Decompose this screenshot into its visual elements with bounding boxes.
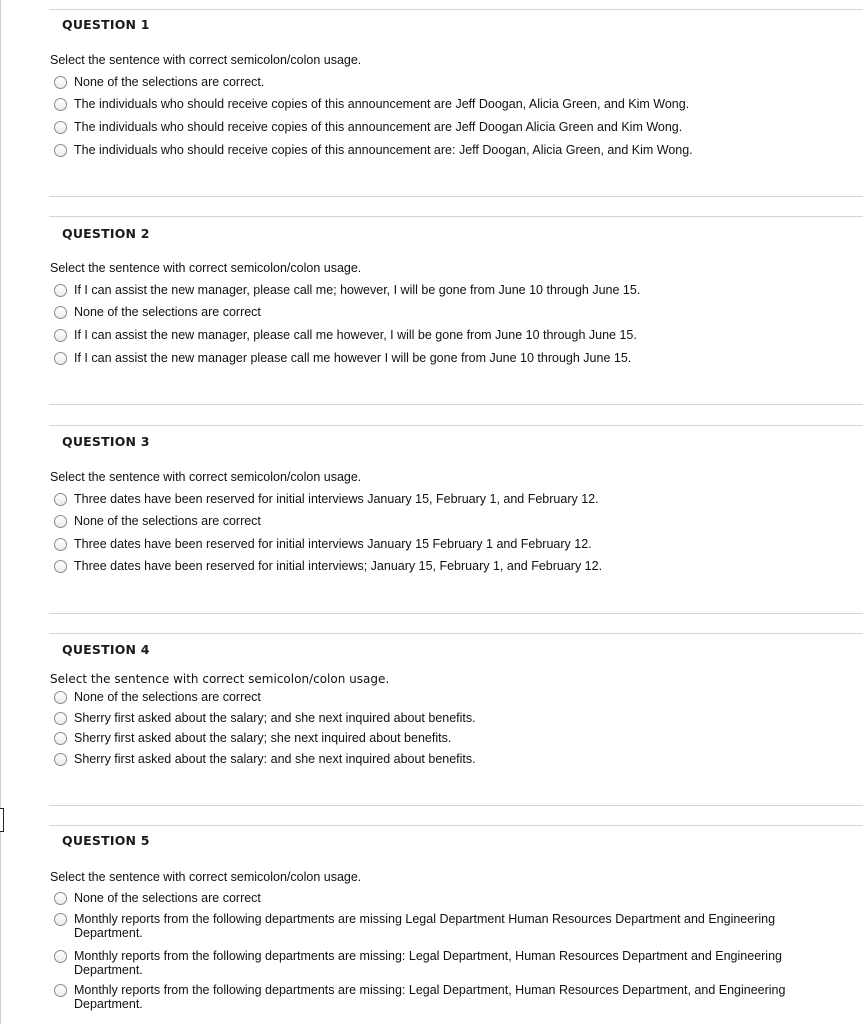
question-prompt: Select the sentence with correct semicolon/colon usage. — [50, 261, 362, 275]
answer-option[interactable] — [54, 559, 823, 573]
answer-option-text: If I can assist the new manager, please call me however, I will be gone from June 10 through June 15. — [74, 328, 637, 342]
answer-option[interactable] — [54, 949, 823, 977]
answer-option-text: None of the selections are correct — [74, 891, 261, 905]
question-1 — [0, 9, 863, 199]
divider — [49, 9, 863, 10]
radio-button[interactable] — [54, 560, 67, 573]
radio-button[interactable] — [54, 950, 67, 963]
divider — [49, 805, 863, 806]
answer-option-text: Three dates have been reserved for initial interviews January 15 February 1 and February 12. — [74, 537, 592, 551]
answer-option-text: Three dates have been reserved for initial interviews; January 15, February 1, and February 12. — [74, 559, 603, 573]
divider — [49, 196, 863, 197]
answer-option-text: Sherry first asked about the salary; and she next inquired about benefits. — [74, 711, 476, 725]
question-4 — [0, 633, 863, 809]
answer-option-text: Monthly reports from the following departments are missing: Legal Department, Human Resources Department, and Engineering Department. — [74, 983, 786, 1011]
answer-option-text: None of the selections are correct — [74, 690, 261, 704]
divider — [49, 825, 863, 826]
answer-option[interactable] — [54, 283, 823, 297]
radio-button[interactable] — [54, 515, 67, 528]
answer-option-text: None of the selections are correct. — [74, 75, 265, 89]
radio-button[interactable] — [54, 913, 67, 926]
radio-button[interactable] — [54, 76, 67, 89]
answer-option[interactable] — [54, 690, 823, 704]
question-prompt: Select the sentence with correct semicolon/colon usage. — [50, 870, 362, 884]
answer-option-text: Sherry first asked about the salary; she next inquired about benefits. — [74, 731, 452, 745]
radio-button[interactable] — [54, 329, 67, 342]
divider — [49, 633, 863, 634]
answer-option[interactable] — [54, 328, 823, 342]
answer-option-text: Monthly reports from the following departments are missing Legal Department Human Resources Department and Engineering Department. — [74, 912, 776, 940]
divider — [49, 216, 863, 217]
question-title: QUESTION 1 — [62, 17, 150, 32]
answer-option-text: If I can assist the new manager, please call me; however, I will be gone from June 10 through June 15. — [74, 283, 641, 297]
answer-option-text: Three dates have been reserved for initial interviews January 15, February 1, and February 12. — [74, 492, 599, 506]
question-prompt: Select the sentence with correct semicolon/colon usage. — [50, 470, 362, 484]
answer-option[interactable] — [54, 752, 823, 766]
radio-button[interactable] — [54, 284, 67, 297]
answer-option[interactable] — [54, 983, 823, 1011]
answer-option[interactable] — [54, 514, 823, 528]
divider — [49, 404, 863, 405]
answer-option-text: The individuals who should receive copies of this announcement are Jeff Doogan, Alicia Green, and Kim Wong. — [74, 97, 690, 111]
answer-option[interactable] — [54, 891, 823, 905]
answer-option[interactable] — [54, 305, 823, 319]
answer-option[interactable] — [54, 537, 823, 551]
answer-option-text: None of the selections are correct — [74, 514, 261, 528]
question-prompt: Select the sentence with correct semicolon/colon usage. — [50, 53, 362, 67]
answer-option[interactable] — [54, 143, 823, 157]
question-3 — [0, 425, 863, 617]
radio-button[interactable] — [54, 753, 67, 766]
answer-option[interactable] — [54, 731, 823, 745]
answer-option[interactable] — [54, 711, 823, 725]
radio-button[interactable] — [54, 691, 67, 704]
radio-button[interactable] — [54, 984, 67, 997]
radio-button[interactable] — [54, 144, 67, 157]
radio-button[interactable] — [54, 732, 67, 745]
divider — [49, 425, 863, 426]
divider — [49, 613, 863, 614]
answer-option-text: If I can assist the new manager please call me however I will be gone from June 10 through June 15. — [74, 351, 632, 365]
answer-option[interactable] — [54, 120, 823, 134]
radio-button[interactable] — [54, 538, 67, 551]
radio-button[interactable] — [54, 892, 67, 905]
answer-option[interactable] — [54, 351, 823, 365]
radio-button[interactable] — [54, 98, 67, 111]
question-prompt: Select the sentence with correct semicolon/colon usage. — [50, 672, 390, 686]
answer-option-text: The individuals who should receive copies of this announcement are: Jeff Doogan, Alicia Green, and Kim Wong. — [74, 143, 693, 157]
answer-option-text: Sherry first asked about the salary: and she next inquired about benefits. — [74, 752, 476, 766]
radio-button[interactable] — [54, 306, 67, 319]
radio-button[interactable] — [54, 121, 67, 134]
answer-option[interactable] — [54, 912, 823, 940]
question-2 — [0, 216, 863, 408]
radio-button[interactable] — [54, 352, 67, 365]
question-title: QUESTION 2 — [62, 226, 150, 241]
question-title: QUESTION 3 — [62, 434, 150, 449]
answer-option[interactable] — [54, 97, 823, 111]
question-title: QUESTION 4 — [62, 642, 150, 657]
question-title: QUESTION 5 — [62, 833, 150, 848]
answer-option[interactable] — [54, 492, 823, 506]
answer-option-text: None of the selections are correct — [74, 305, 261, 319]
radio-button[interactable] — [54, 493, 67, 506]
answer-option-text: Monthly reports from the following departments are missing: Legal Department, Human Resources Department and Engineering Department. — [74, 949, 782, 977]
answer-option-text: The individuals who should receive copies of this announcement are Jeff Doogan Alicia Green and Kim Wong. — [74, 120, 683, 134]
radio-button[interactable] — [54, 712, 67, 725]
question-5 — [0, 825, 863, 1024]
answer-option[interactable] — [54, 75, 823, 89]
